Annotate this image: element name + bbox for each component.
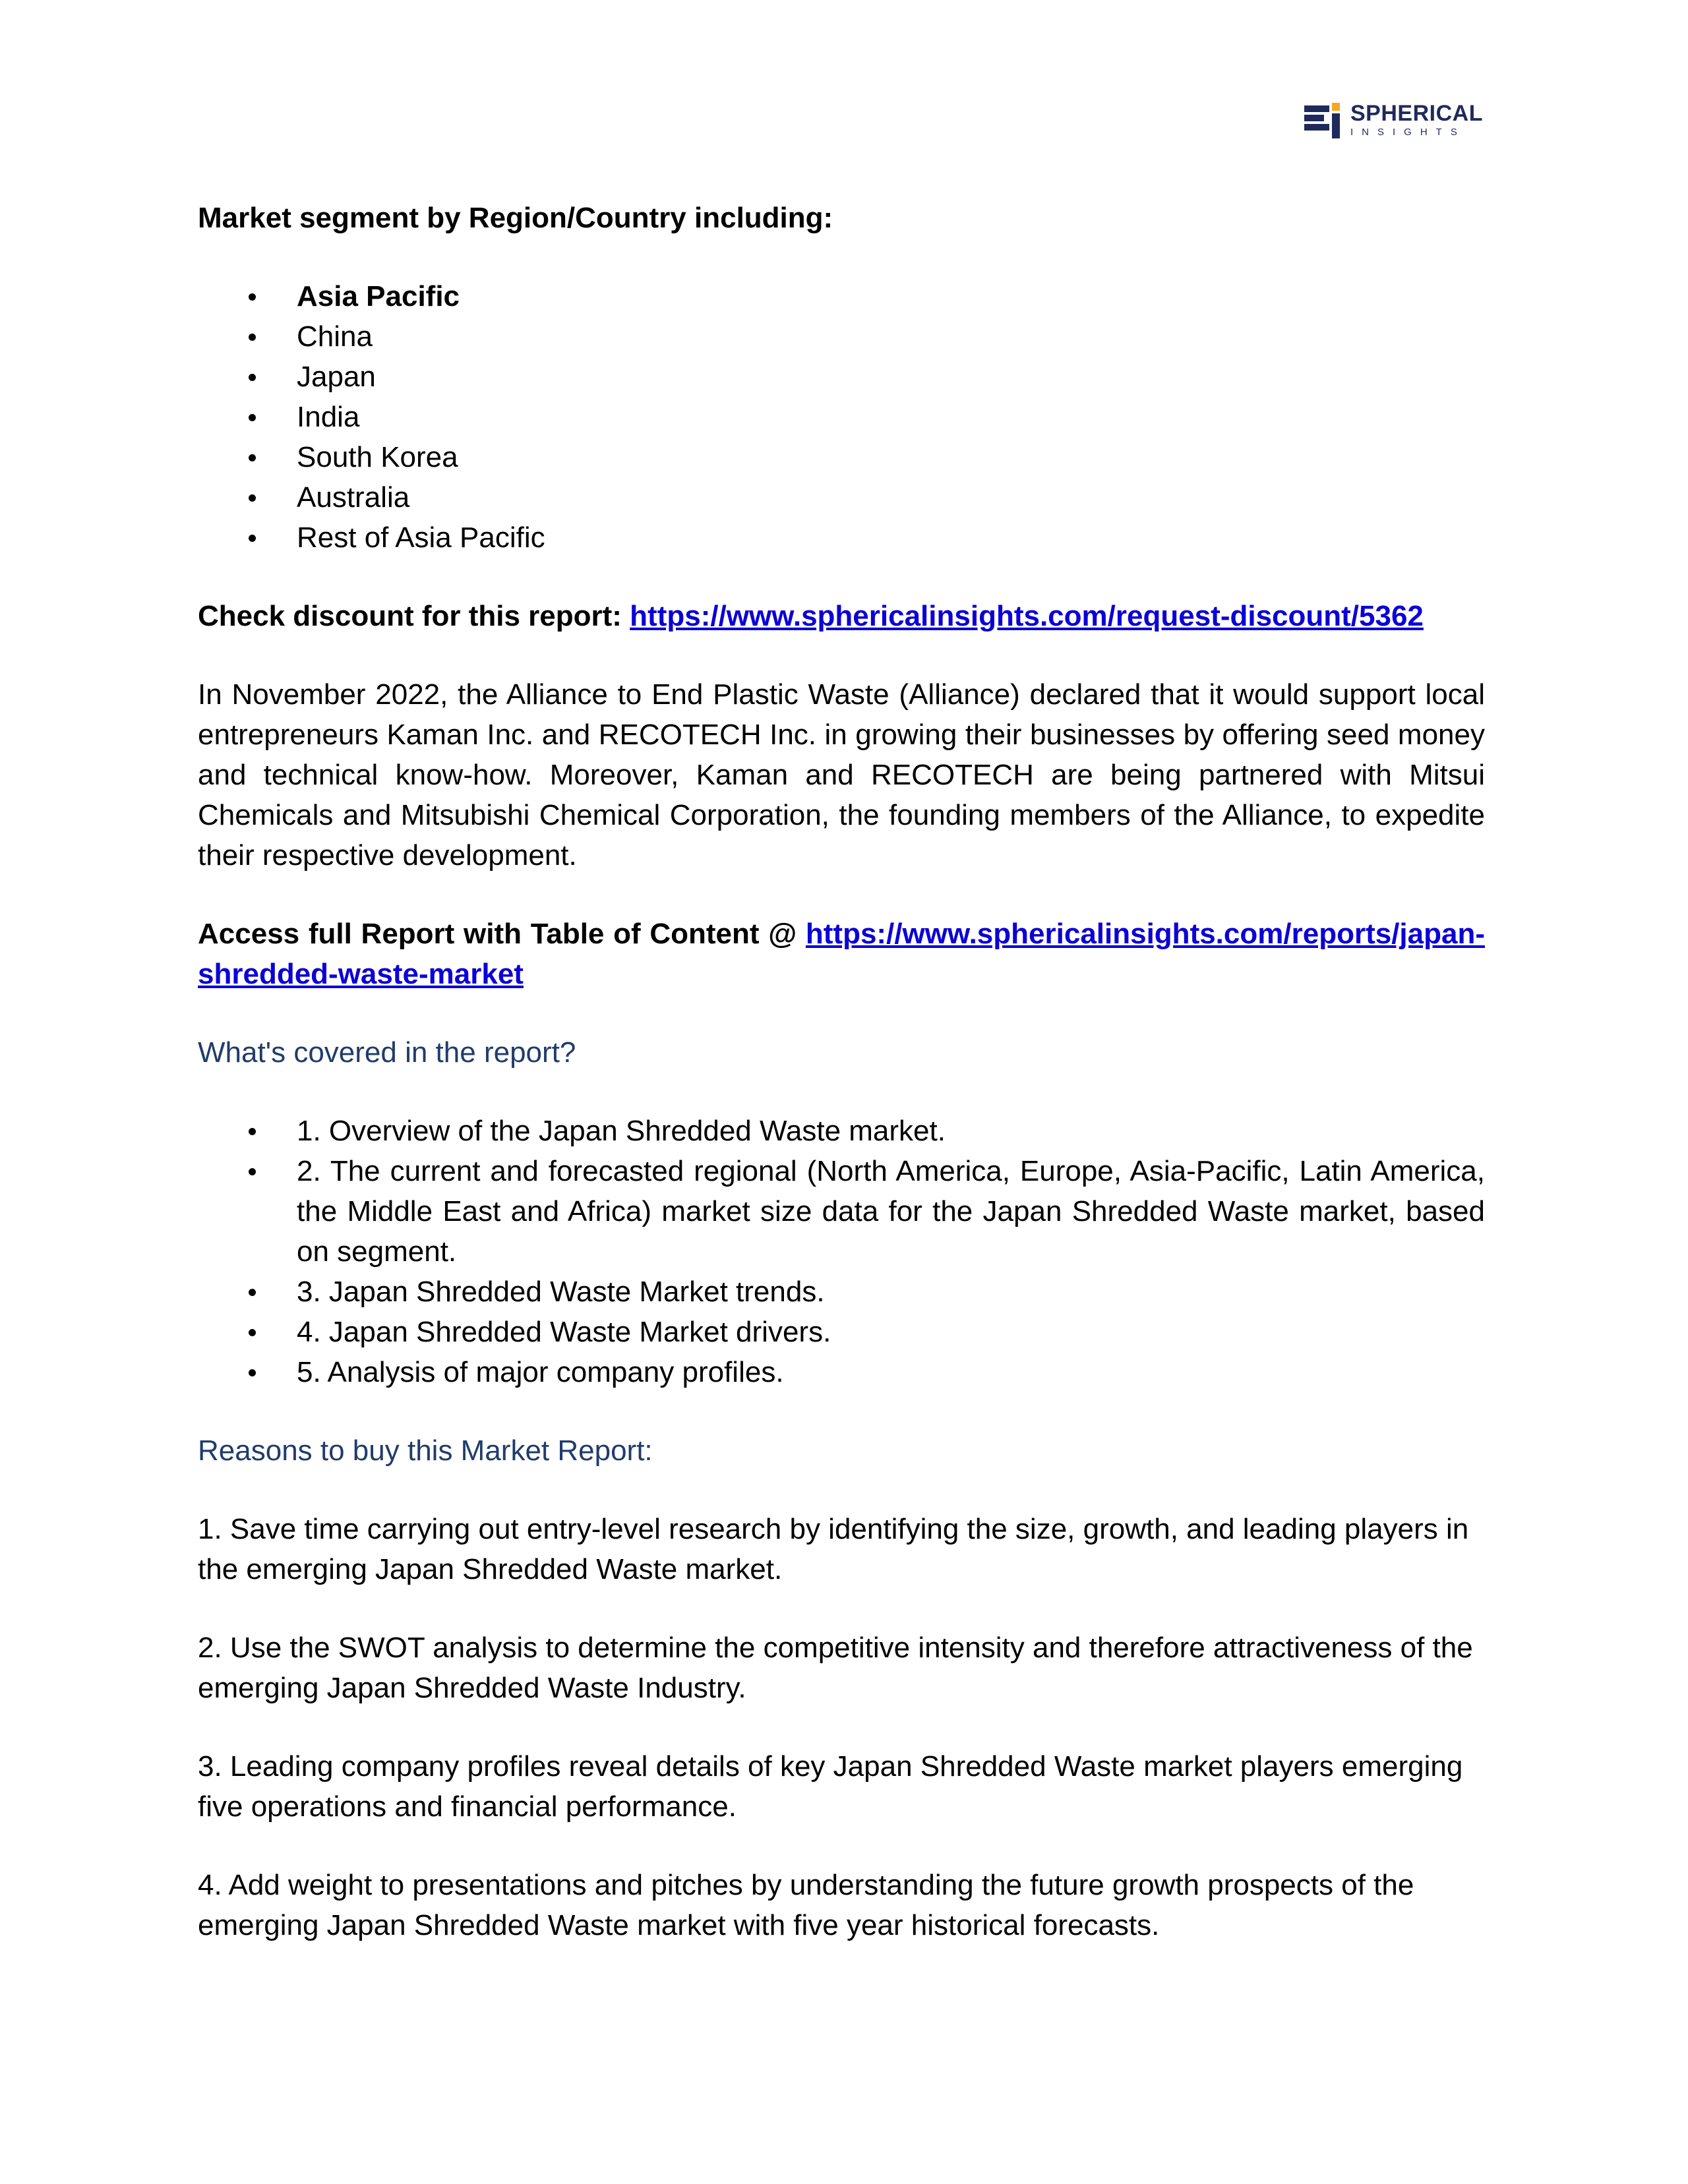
reason-item: 2. Use the SWOT analysis to determine the competitive intensity and therefore attractiveness of the emerging Japan Shredded Waste Industry.	[198, 1632, 1473, 1704]
list-item: 5. Analysis of major company profiles.	[198, 1352, 1485, 1392]
list-item: 4. Japan Shredded Waste Market drivers.	[198, 1312, 1485, 1352]
discount-line	[198, 596, 1485, 636]
reasons-heading: Reasons to buy this Market Report:	[198, 1434, 653, 1467]
list-item: 2. The current and forecasted regional (North America, Europe, Asia-Pacific, Latin America, the Middle East and Africa) market size data for the Japan Shredded Waste market, based on segment.	[198, 1151, 1485, 1272]
full-report-link[interactable]: https://www.sphericalinsights.com/reports/japan-shredded-waste-market	[198, 918, 1485, 990]
reason-item: 1. Save time carrying out entry-level research by identifying the size, growth, and leading players in the emerging Japan Shredded Waste market.	[198, 1513, 1469, 1585]
full-report-label: Access full Report with Table of Content @	[198, 918, 806, 950]
list-item: 1. Overview of the Japan Shredded Waste market.	[198, 1111, 1485, 1151]
list-item: China	[198, 316, 1485, 357]
list-item: South Korea	[198, 437, 1485, 477]
list-item: Rest of Asia Pacific	[198, 517, 1485, 558]
list-item: Australia	[198, 477, 1485, 517]
spherical-insights-logo	[1304, 99, 1483, 140]
document-body	[198, 198, 1485, 1945]
list-item: Japan	[198, 357, 1485, 397]
logo-name: SPHERICAL	[1350, 100, 1483, 126]
discount-label: Check discount for this report:	[198, 600, 630, 632]
list-item: Asia Pacific	[198, 276, 1485, 316]
covered-heading: What's covered in the report?	[198, 1036, 576, 1069]
full-report-line	[198, 914, 1485, 994]
region-heading: Market segment by Region/Country including:	[198, 202, 833, 234]
region-list	[198, 276, 1485, 558]
news-paragraph: In November 2022, the Alliance to End Plastic Waste (Alliance) declared that it would support local entrepreneurs Kaman Inc. and RECOTECH Inc. in growing their businesses by offering seed money and technical know-how. Moreover, Kaman and RECOTECH are being partnered with Mitsui Chemicals and Mitsubishi Chemical Corporation, the founding members of the Alliance, to expedite their respective development.	[198, 678, 1485, 871]
logo-tagline: INSIGHTS	[1350, 126, 1466, 138]
covered-list	[198, 1111, 1485, 1392]
discount-link[interactable]: https://www.sphericalinsights.com/request-discount/5362	[630, 600, 1424, 632]
logo-mark-icon	[1304, 100, 1342, 138]
list-item: 3. Japan Shredded Waste Market trends.	[198, 1272, 1485, 1312]
list-item: India	[198, 397, 1485, 437]
reason-item: 4. Add weight to presentations and pitches by understanding the future growth prospects of the emerging Japan Shredded Waste market with five year historical forecasts.	[198, 1869, 1414, 1941]
reason-item: 3. Leading company profiles reveal details of key Japan Shredded Waste market players emerging five operations and financial performance.	[198, 1750, 1463, 1823]
